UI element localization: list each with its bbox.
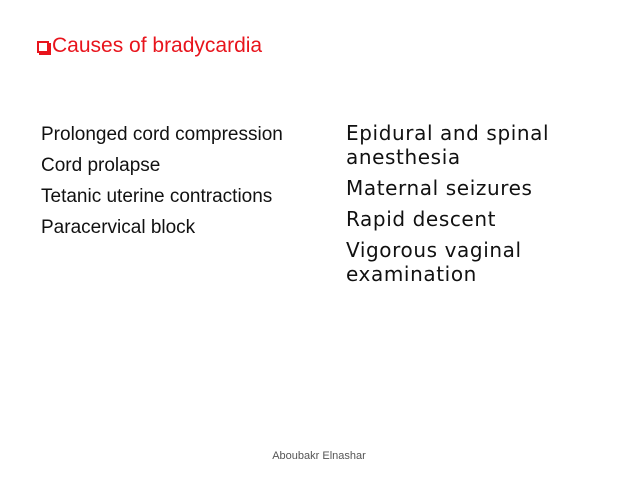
left-causes-list (41, 124, 291, 248)
list-item: Tetanic uterine contractions (41, 186, 273, 207)
list-item: Prolonged cord compression (41, 124, 283, 145)
list-item: Rapid descent (346, 207, 497, 231)
list-item: Epidural and spinal anesthesia (346, 121, 550, 169)
list-item: Cord prolapse (41, 155, 161, 176)
slide-title-text: Causes of bradycardia (52, 34, 263, 57)
slide-title (37, 34, 262, 58)
list-item: Vigorous vaginal examination (346, 238, 522, 286)
right-causes-list (346, 121, 616, 293)
list-item: Maternal seizures (346, 176, 533, 200)
footer-author: Aboubakr Elnashar (272, 450, 366, 462)
list-item: Paracervical block (41, 217, 196, 238)
checkbox-bullet-icon (37, 41, 49, 53)
